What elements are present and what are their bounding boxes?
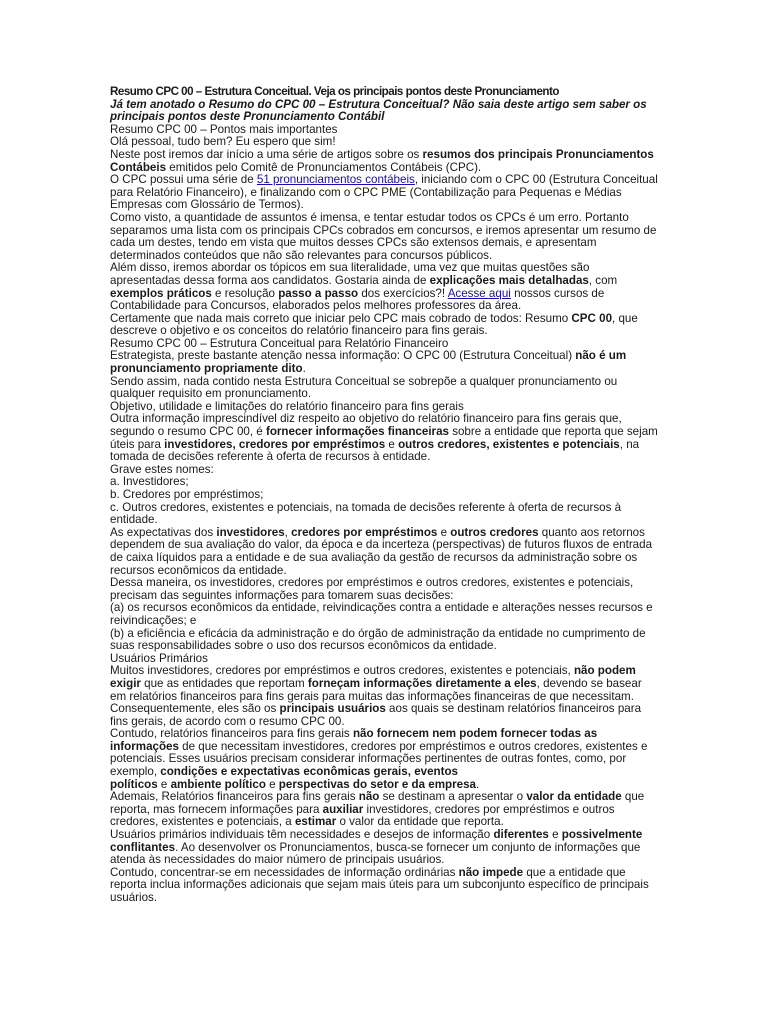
grave-label: Grave estes nomes: (110, 462, 214, 476)
paragraph-16: Contudo, concentrar-se em necessidades de informação ordinárias não impede que a entidade que reporta inclua informações adicionais que sejam mais úteis para um subconjunto específico de principais usuários. (110, 865, 649, 904)
section-heading-pontos: Resumo CPC 00 – Pontos mais importantes (110, 122, 338, 136)
document-page (110, 86, 660, 905)
paragraph-2: O CPC possui uma série de 51 pronunciamentos contábeis, iniciando com o CPC 00 (Estrutura Conceitual para Relatório Financeiro), e finalizando com o CPC PME (Contabilização para Pequenas e Médias Empresas com Glossário de Termos). (110, 173, 658, 212)
paragraph-14: Ademais, Relatórios financeiros para fins gerais não se destinam a apresentar o valor da entidade que reporta, mas fornecem informações para auxiliar investidores, credores por empréstimos e outros credores, existentes e potenciais, a estimar o valor da entidade que reporta. (110, 790, 645, 829)
list-item-a: a. Investidores; (110, 475, 189, 489)
paragraph-11: Muitos investidores, credores por empréstimos e outros credores, existentes e potenciais, não podem exigir que as entidades que reportam forneçam informações diretamente a eles, devendo se basear em relatórios financeiros para fins gerais para muitas das informações financeiras de que necessitam. (110, 664, 642, 703)
article-title: Resumo CPC 00 – Estrutura Conceitual. Veja os principais pontos deste Pronunciamento (110, 85, 559, 98)
paragraph-10a: (a) os recursos econômicos da entidade, reivindicações contra a entidade e alterações nesses recursos e reivindicações; e (110, 601, 653, 627)
list-item-c: c. Outros credores, existentes e potenciais, na tomada de decisões referente à oferta de recursos à entidade. (110, 500, 622, 527)
section-heading-objetivo: Objetivo, utilidade e limitações do relatório financeiro para fins gerais (110, 399, 464, 413)
paragraph-10: Dessa maneira, os investidores, credores por empréstimos e outros credores, existentes e potenciais, precisam das seguintes informações para tomarem suas decisões: (110, 576, 634, 602)
paragraph-6: Estrategista, preste bastante atenção nessa informação: O CPC 00 (Estrutura Conceitual) não é um pronunciamento propriamente dito. (110, 349, 627, 376)
paragraph-15: Usuários primários individuais têm necessidades e desejos de informação diferentes e possivelmente conflitantes. Ao desenvolver os Pronunciamentos, busca-se fornecer um conjunto de informações que atenda às necessidades do maior número de principais usuários. (110, 828, 643, 867)
paragraph-9: As expectativas dos investidores, credores por empréstimos e outros credores quanto aos retornos dependem de sua avaliação do valor, da época e da incerteza (perspectivas) de futuros fluxos de entrada de caixa líquidos para a entidade e de sua avaliação da gestão de recursos da administração sobre os recursos econômicos da entidade. (110, 525, 653, 577)
paragraph-1: Neste post iremos dar início a uma série de artigos sobre os resumos dos principais Pronunciamentos Contábeis emitidos pelo Comitê de Pronunciamentos Contábeis (CPC). (110, 147, 654, 174)
pronunciamentos-link[interactable]: 51 pronunciamentos contábeis (256, 173, 415, 187)
acesse-aqui-link[interactable]: Acesse aqui (447, 286, 511, 300)
paragraph-7: Sendo assim, nada contido nesta Estrutura Conceitual se sobrepõe a qualquer pronunciamento ou qualquer requisito em pronunciamento. (110, 374, 618, 401)
greeting: Olá pessoal, tudo bem? Eu espero que sim! (110, 135, 336, 149)
list-item-b: b. Credores por empréstimos; (110, 488, 264, 501)
section-heading-estrutura: Resumo CPC 00 – Estrutura Conceitual para Relatório Financeiro (110, 336, 449, 350)
paragraph-12: Consequentemente, eles são os principais usuários aos quais se destinam relatórios financeiros para fins gerais, de acordo com o resumo CPC 00. (110, 702, 642, 728)
article-lead: Já tem anotado o Resumo do CPC 00 – Estrutura Conceitual? Não saia deste artigo sem saber os principais pontos deste Pronunciamento Contábil (110, 97, 647, 124)
section-heading-usuarios: Usuários Primários (110, 651, 208, 665)
paragraph-10b: (b) a eficiência e eficácia da administração e do órgão de administração da entidade no cumprimento de suas responsabilidades sobre o uso dos recursos econômicos da entidade. (110, 626, 646, 653)
paragraph-5: Certamente que nada mais correto que iniciar pelo CPC mais cobrado de todos: Resumo CPC 00, que descreve o objetivo e os conceitos do relatório financeiro para fins gerais. (110, 311, 638, 338)
paragraph-4: Além disso, iremos abordar os tópicos em sua literalidade, uma vez que muitas questões são apresentadas dessa forma aos candidatos. Gostaria ainda de explicações mais detalhadas, com exemplos práticos e resolução passo a passo dos exercícios?! Acesse aqui nossos cursos de Contabilidade para Concursos, elaborados pelos melhores professores da área. (110, 261, 618, 313)
paragraph-3: Como visto, a quantidade de assuntos é imensa, e tentar estudar todos os CPCs é um erro. Portanto separamos uma lista com os principais CPCs cobrados em concursos, e iremos apresentar um resumo de cada um destes, tendo em vista que muitos desses CPCs são extensos demais, e apresentam determinados conteúdos que não são relevantes para concursos públicos. (110, 210, 657, 262)
paragraph-13: Contudo, relatórios financeiros para fins gerais não fornecem nem podem fornecer todas as informações de que necessitam investidores, credores por empréstimos e outros credores, existentes e potenciais. Esses usuários precisam considerar informações pertinentes de outras fontes, como, por exemplo, condições e expectativas econômicas gerais, eventos políticos e ambiente político e perspectivas do setor e da empresa. (110, 727, 648, 791)
paragraph-8: Outra informação imprescindível diz respeito ao objetivo do relatório financeiro para fins gerais que, segundo o resumo CPC 00, é fornecer informações financeiras sobre a entidade que reporta que sejam úteis para investidores, credores por empréstimos e outros credores, existentes e potenciais, na tomada de decisões referente à oferta de recursos à entidade. (110, 412, 658, 464)
